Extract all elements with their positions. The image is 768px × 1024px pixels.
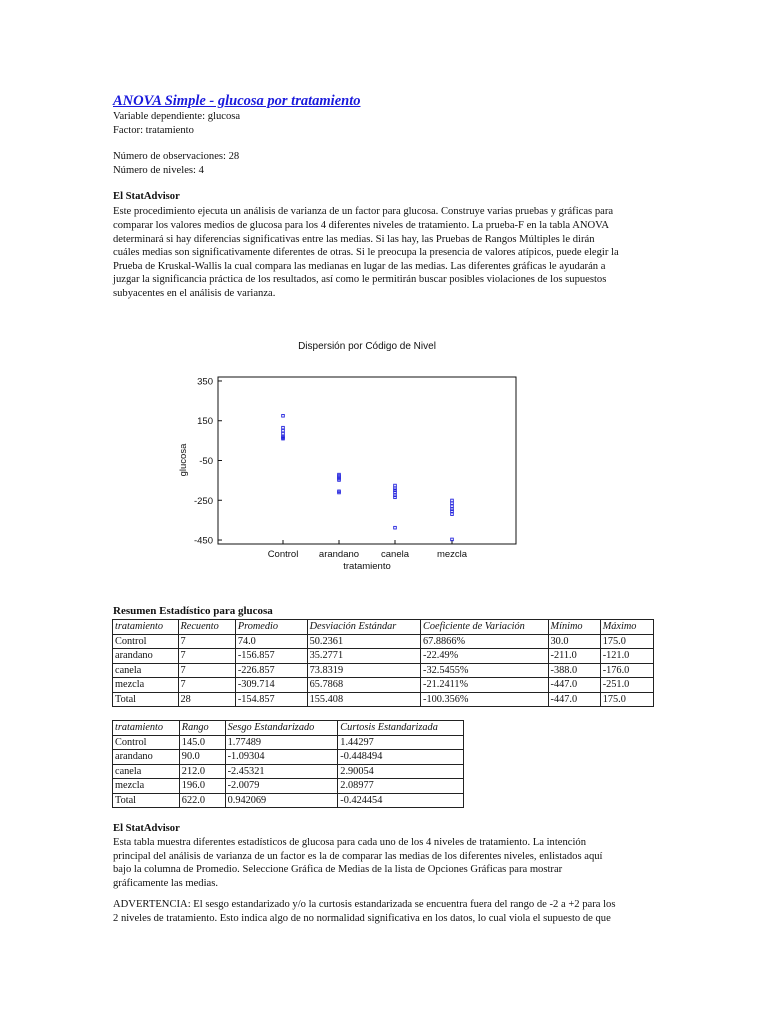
statadvisor-line: juzgar la significancia práctica de los resultados, así como le permitirán buscar posibles violaciones de los supuestos bbox=[113, 274, 607, 285]
table-row bbox=[113, 692, 654, 707]
dependent-variable-line: Variable dependiente: glucosa bbox=[113, 111, 241, 122]
table-cell: 65.7868 bbox=[307, 678, 420, 693]
table-cell: arandano bbox=[113, 750, 180, 765]
table-cell: -226.857 bbox=[235, 663, 307, 678]
table-cell: -388.0 bbox=[548, 663, 600, 678]
table-cell: 7 bbox=[178, 649, 235, 664]
table-cell: -0.424454 bbox=[338, 793, 464, 808]
data-point bbox=[451, 505, 454, 508]
statadvisor-line: Prueba de Kruskal-Wallis la cual compara las medianas en lugar de las medias. Las diferentes gráficas le ayudarán a bbox=[113, 261, 606, 272]
factor-line: Factor: tratamiento bbox=[113, 125, 194, 136]
table-cell: 7 bbox=[178, 678, 235, 693]
x-tick-label: arandano bbox=[318, 549, 360, 560]
table-cell: -0.448494 bbox=[338, 750, 464, 765]
table-cell: 30.0 bbox=[548, 634, 600, 649]
table-row bbox=[113, 678, 654, 693]
chart-title: Dispersión por Código de Nivel bbox=[298, 341, 436, 352]
table-row bbox=[113, 750, 464, 765]
table-cell: -251.0 bbox=[600, 678, 653, 693]
table-cell: -154.857 bbox=[235, 692, 307, 707]
table-cell: Control bbox=[113, 735, 180, 750]
table-cell: 175.0 bbox=[600, 692, 653, 707]
table-row bbox=[113, 663, 654, 678]
table-cell: Control bbox=[113, 634, 179, 649]
data-point bbox=[282, 414, 285, 417]
table-cell: 90.0 bbox=[179, 750, 225, 765]
table-cell: 155.408 bbox=[307, 692, 420, 707]
statadvisor-line: gráficamente las medias. bbox=[113, 878, 219, 889]
table-cell: mezcla bbox=[113, 779, 180, 794]
data-point bbox=[394, 496, 397, 499]
table-cell: -2.45321 bbox=[225, 764, 338, 779]
table-cell: -447.0 bbox=[548, 692, 600, 707]
table-cell: Total bbox=[113, 692, 179, 707]
table-cell: 67.8866% bbox=[421, 634, 549, 649]
shape-statistics-table bbox=[112, 720, 464, 808]
table-row bbox=[113, 779, 464, 794]
column-header: Desviación Estándar bbox=[307, 620, 420, 635]
page-title[interactable]: ANOVA Simple - glucosa por tratamiento bbox=[113, 93, 361, 109]
table-cell: 28 bbox=[178, 692, 235, 707]
table-cell: 622.0 bbox=[179, 793, 225, 808]
table-cell: Total bbox=[113, 793, 180, 808]
table-cell: -211.0 bbox=[548, 649, 600, 664]
table-cell: canela bbox=[113, 764, 180, 779]
levels-line: Número de niveles: 4 bbox=[113, 165, 204, 176]
statadvisor-line: principal del análisis de varianza de un factor es la de comparar las medias de los diferentes niveles, enlistados aquí bbox=[113, 851, 603, 862]
column-header: tratamiento bbox=[113, 721, 180, 736]
table-cell: 212.0 bbox=[179, 764, 225, 779]
table-cell: 74.0 bbox=[235, 634, 307, 649]
y-tick-label: -50 bbox=[199, 456, 213, 467]
table-cell: -22.49% bbox=[421, 649, 549, 664]
column-header: Curtosis Estandarizada bbox=[338, 721, 464, 736]
data-point bbox=[451, 510, 454, 513]
table-cell: -32.5455% bbox=[421, 663, 549, 678]
column-header: Sesgo Estandarizado bbox=[225, 721, 338, 736]
table-cell: -100.356% bbox=[421, 692, 549, 707]
data-point bbox=[451, 502, 454, 505]
table-cell: 0.942069 bbox=[225, 793, 338, 808]
summary-statistics-table bbox=[112, 619, 654, 707]
plot-frame bbox=[218, 377, 516, 544]
table-row bbox=[113, 764, 464, 779]
y-tick-label: -250 bbox=[193, 495, 213, 507]
statadvisor-heading: El StatAdvisor bbox=[113, 823, 180, 834]
table-cell: 175.0 bbox=[600, 634, 653, 649]
column-header: Promedio bbox=[235, 620, 307, 635]
data-point bbox=[282, 426, 285, 429]
table-cell: -309.714 bbox=[235, 678, 307, 693]
table-cell: mezcla bbox=[113, 678, 179, 693]
table-cell: -121.0 bbox=[600, 649, 653, 664]
table-row bbox=[113, 634, 654, 649]
y-tick-label: 350 bbox=[197, 376, 213, 388]
table-cell: -156.857 bbox=[235, 649, 307, 664]
y-axis-label: glucosa bbox=[178, 443, 189, 477]
table-header-row bbox=[113, 721, 464, 736]
x-axis-label: tratamiento bbox=[343, 561, 391, 572]
table-row bbox=[113, 793, 464, 808]
table-cell: 73.8319 bbox=[307, 663, 420, 678]
table-header-row bbox=[113, 620, 654, 635]
table-cell: -447.0 bbox=[548, 678, 600, 693]
table-cell: 1.44297 bbox=[338, 735, 464, 750]
column-header: tratamiento bbox=[113, 620, 179, 635]
y-tick-label: 150 bbox=[197, 416, 213, 428]
summary-table-caption: Resumen Estadístico para glucosa bbox=[113, 605, 273, 617]
statadvisor-line: bajo la columna de Promedio. Seleccione Gráfica de Medias de la lista de Opciones Gráficas para mostrar bbox=[113, 864, 563, 875]
column-header: Rango bbox=[179, 721, 225, 736]
table-cell: -2.0079 bbox=[225, 779, 338, 794]
table-cell: 7 bbox=[178, 634, 235, 649]
data-point bbox=[451, 513, 454, 516]
table-cell: 196.0 bbox=[179, 779, 225, 794]
data-point bbox=[282, 429, 285, 432]
statadvisor-line: comparar los valores medios de glucosa para los 4 diferentes niveles de tratamiento. La prueba-F en la tabla ANOVA bbox=[113, 220, 610, 231]
statadvisor-line: Esta tabla muestra diferentes estadísticos de glucosa para cada uno de los 4 niveles de tratamiento. La intención bbox=[113, 837, 587, 848]
table-cell: 1.77489 bbox=[225, 735, 338, 750]
data-point bbox=[394, 526, 397, 529]
data-point bbox=[394, 484, 397, 487]
table-cell: canela bbox=[113, 663, 179, 678]
statadvisor-line: subyacentes en el análisis de varianza. bbox=[113, 288, 276, 299]
table-row bbox=[113, 735, 464, 750]
data-point bbox=[451, 538, 454, 541]
table-cell: 2.08977 bbox=[338, 779, 464, 794]
table-cell: 2.90054 bbox=[338, 764, 464, 779]
column-header: Mínimo bbox=[548, 620, 600, 635]
table-cell: 35.2771 bbox=[307, 649, 420, 664]
warning-line: 2 niveles de tratamiento. Esto indica algo de no normalidad significativa en los datos, lo cual viola el supuesto de que bbox=[113, 913, 611, 924]
table-cell: -176.0 bbox=[600, 663, 653, 678]
data-point bbox=[394, 491, 397, 494]
table-cell: -1.09304 bbox=[225, 750, 338, 765]
warning-line: ADVERTENCIA: El sesgo estandarizado y/o la curtosis estandarizada se encuentra fuera del rango de -2 a +2 para los bbox=[113, 899, 616, 910]
x-tick-label: canela bbox=[381, 549, 409, 560]
statadvisor-line: cuáles medias son significativamente diferentes de otras. Si le preocupa la presencia de valores atípicos, puede elegir la bbox=[113, 247, 619, 258]
table-row bbox=[113, 649, 654, 664]
observations-line: Número de observaciones: 28 bbox=[113, 151, 240, 162]
table-cell: 50.2361 bbox=[307, 634, 420, 649]
x-tick-label: Control bbox=[267, 549, 299, 560]
column-header: Máximo bbox=[600, 620, 653, 635]
column-header: Coeficiente de Variación bbox=[421, 620, 549, 635]
table-cell: -21.2411% bbox=[421, 678, 549, 693]
statadvisor-line: Este procedimiento ejecuta un análisis de varianza de un factor para glucosa. Construye varias pruebas y gráficas para bbox=[113, 206, 614, 217]
column-header: Recuento bbox=[178, 620, 235, 635]
table-cell: arandano bbox=[113, 649, 179, 664]
y-tick-label: -450 bbox=[193, 535, 213, 547]
statadvisor-heading: El StatAdvisor bbox=[113, 191, 180, 202]
data-point bbox=[282, 432, 285, 435]
x-tick-label: mezcla bbox=[436, 549, 468, 560]
data-point bbox=[451, 499, 454, 502]
statadvisor-line: determinará si hay diferencias significativas entre las medias. Si las hay, las Pruebas de Rangos Múltiples le dirán bbox=[113, 234, 595, 245]
table-cell: 7 bbox=[178, 663, 235, 678]
table-cell: 145.0 bbox=[179, 735, 225, 750]
